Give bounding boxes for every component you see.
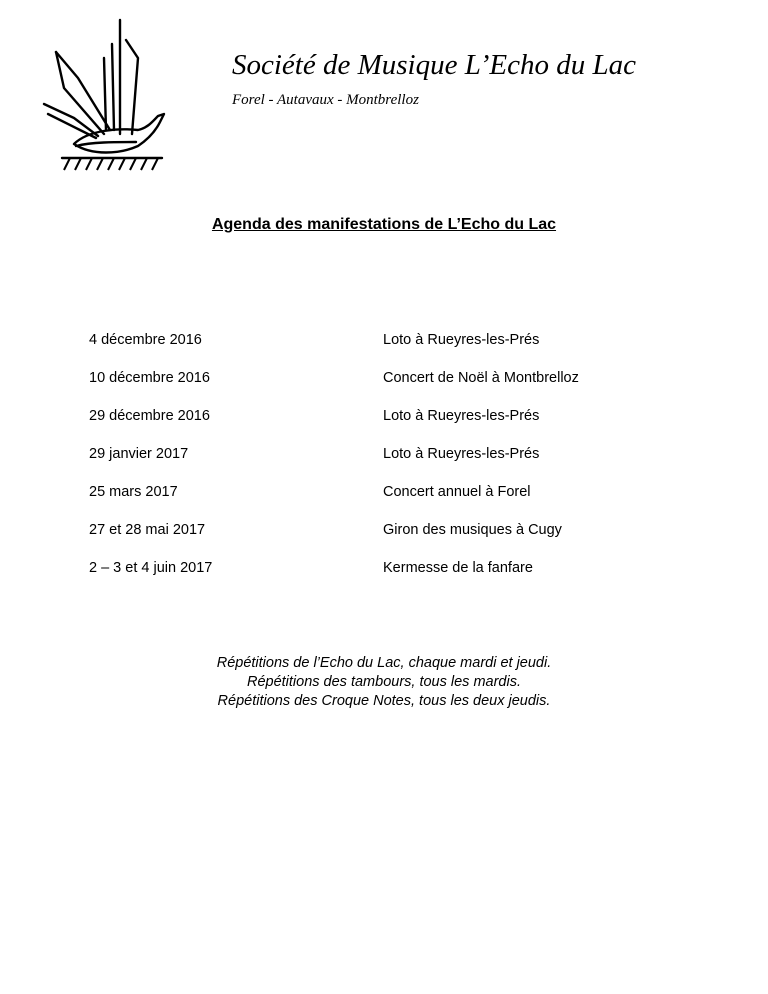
organization-places: Forel - Autavaux - Montbrelloz (232, 92, 419, 108)
event-row (89, 558, 649, 596)
event-row (89, 406, 649, 444)
event-date: 29 janvier 2017 (89, 446, 189, 462)
rehearsal-line: Répétitions des tambours, tous les mardis. (246, 674, 521, 690)
rehearsal-line: Répétitions des Croque Notes, tous les deux jeudis. (217, 693, 551, 709)
bird-logo-icon (40, 18, 170, 178)
event-row (89, 444, 649, 482)
rehearsal-line: Répétitions de l’Echo du Lac, chaque mardi et jeudi. (216, 655, 552, 671)
event-description: Loto à Rueyres-les-Prés (383, 332, 540, 348)
event-row (89, 482, 649, 520)
event-description: Giron des musiques à Cugy (383, 522, 562, 538)
event-date: 25 mars 2017 (89, 484, 178, 500)
event-date: 10 décembre 2016 (89, 370, 210, 386)
event-description: Concert de Noël à Montbrelloz (383, 370, 579, 386)
event-description: Kermesse de la fanfare (383, 560, 533, 576)
event-date: 27 et 28 mai 2017 (89, 522, 206, 538)
event-date: 2 – 3 et 4 juin 2017 (89, 560, 213, 576)
event-description: Loto à Rueyres-les-Prés (383, 446, 540, 462)
event-row (89, 368, 649, 406)
events-list (89, 330, 649, 596)
event-description: Concert annuel à Forel (383, 484, 531, 500)
event-description: Loto à Rueyres-les-Prés (383, 408, 540, 424)
agenda-title: Agenda des manifestations de L’Echo du Lac (211, 216, 557, 233)
event-date: 4 décembre 2016 (89, 332, 202, 348)
rehearsals-note (0, 654, 768, 711)
organization-name: Société de Musique L’Echo du Lac (232, 49, 637, 81)
event-row (89, 330, 649, 368)
event-row (89, 520, 649, 558)
event-date: 29 décembre 2016 (89, 408, 210, 424)
